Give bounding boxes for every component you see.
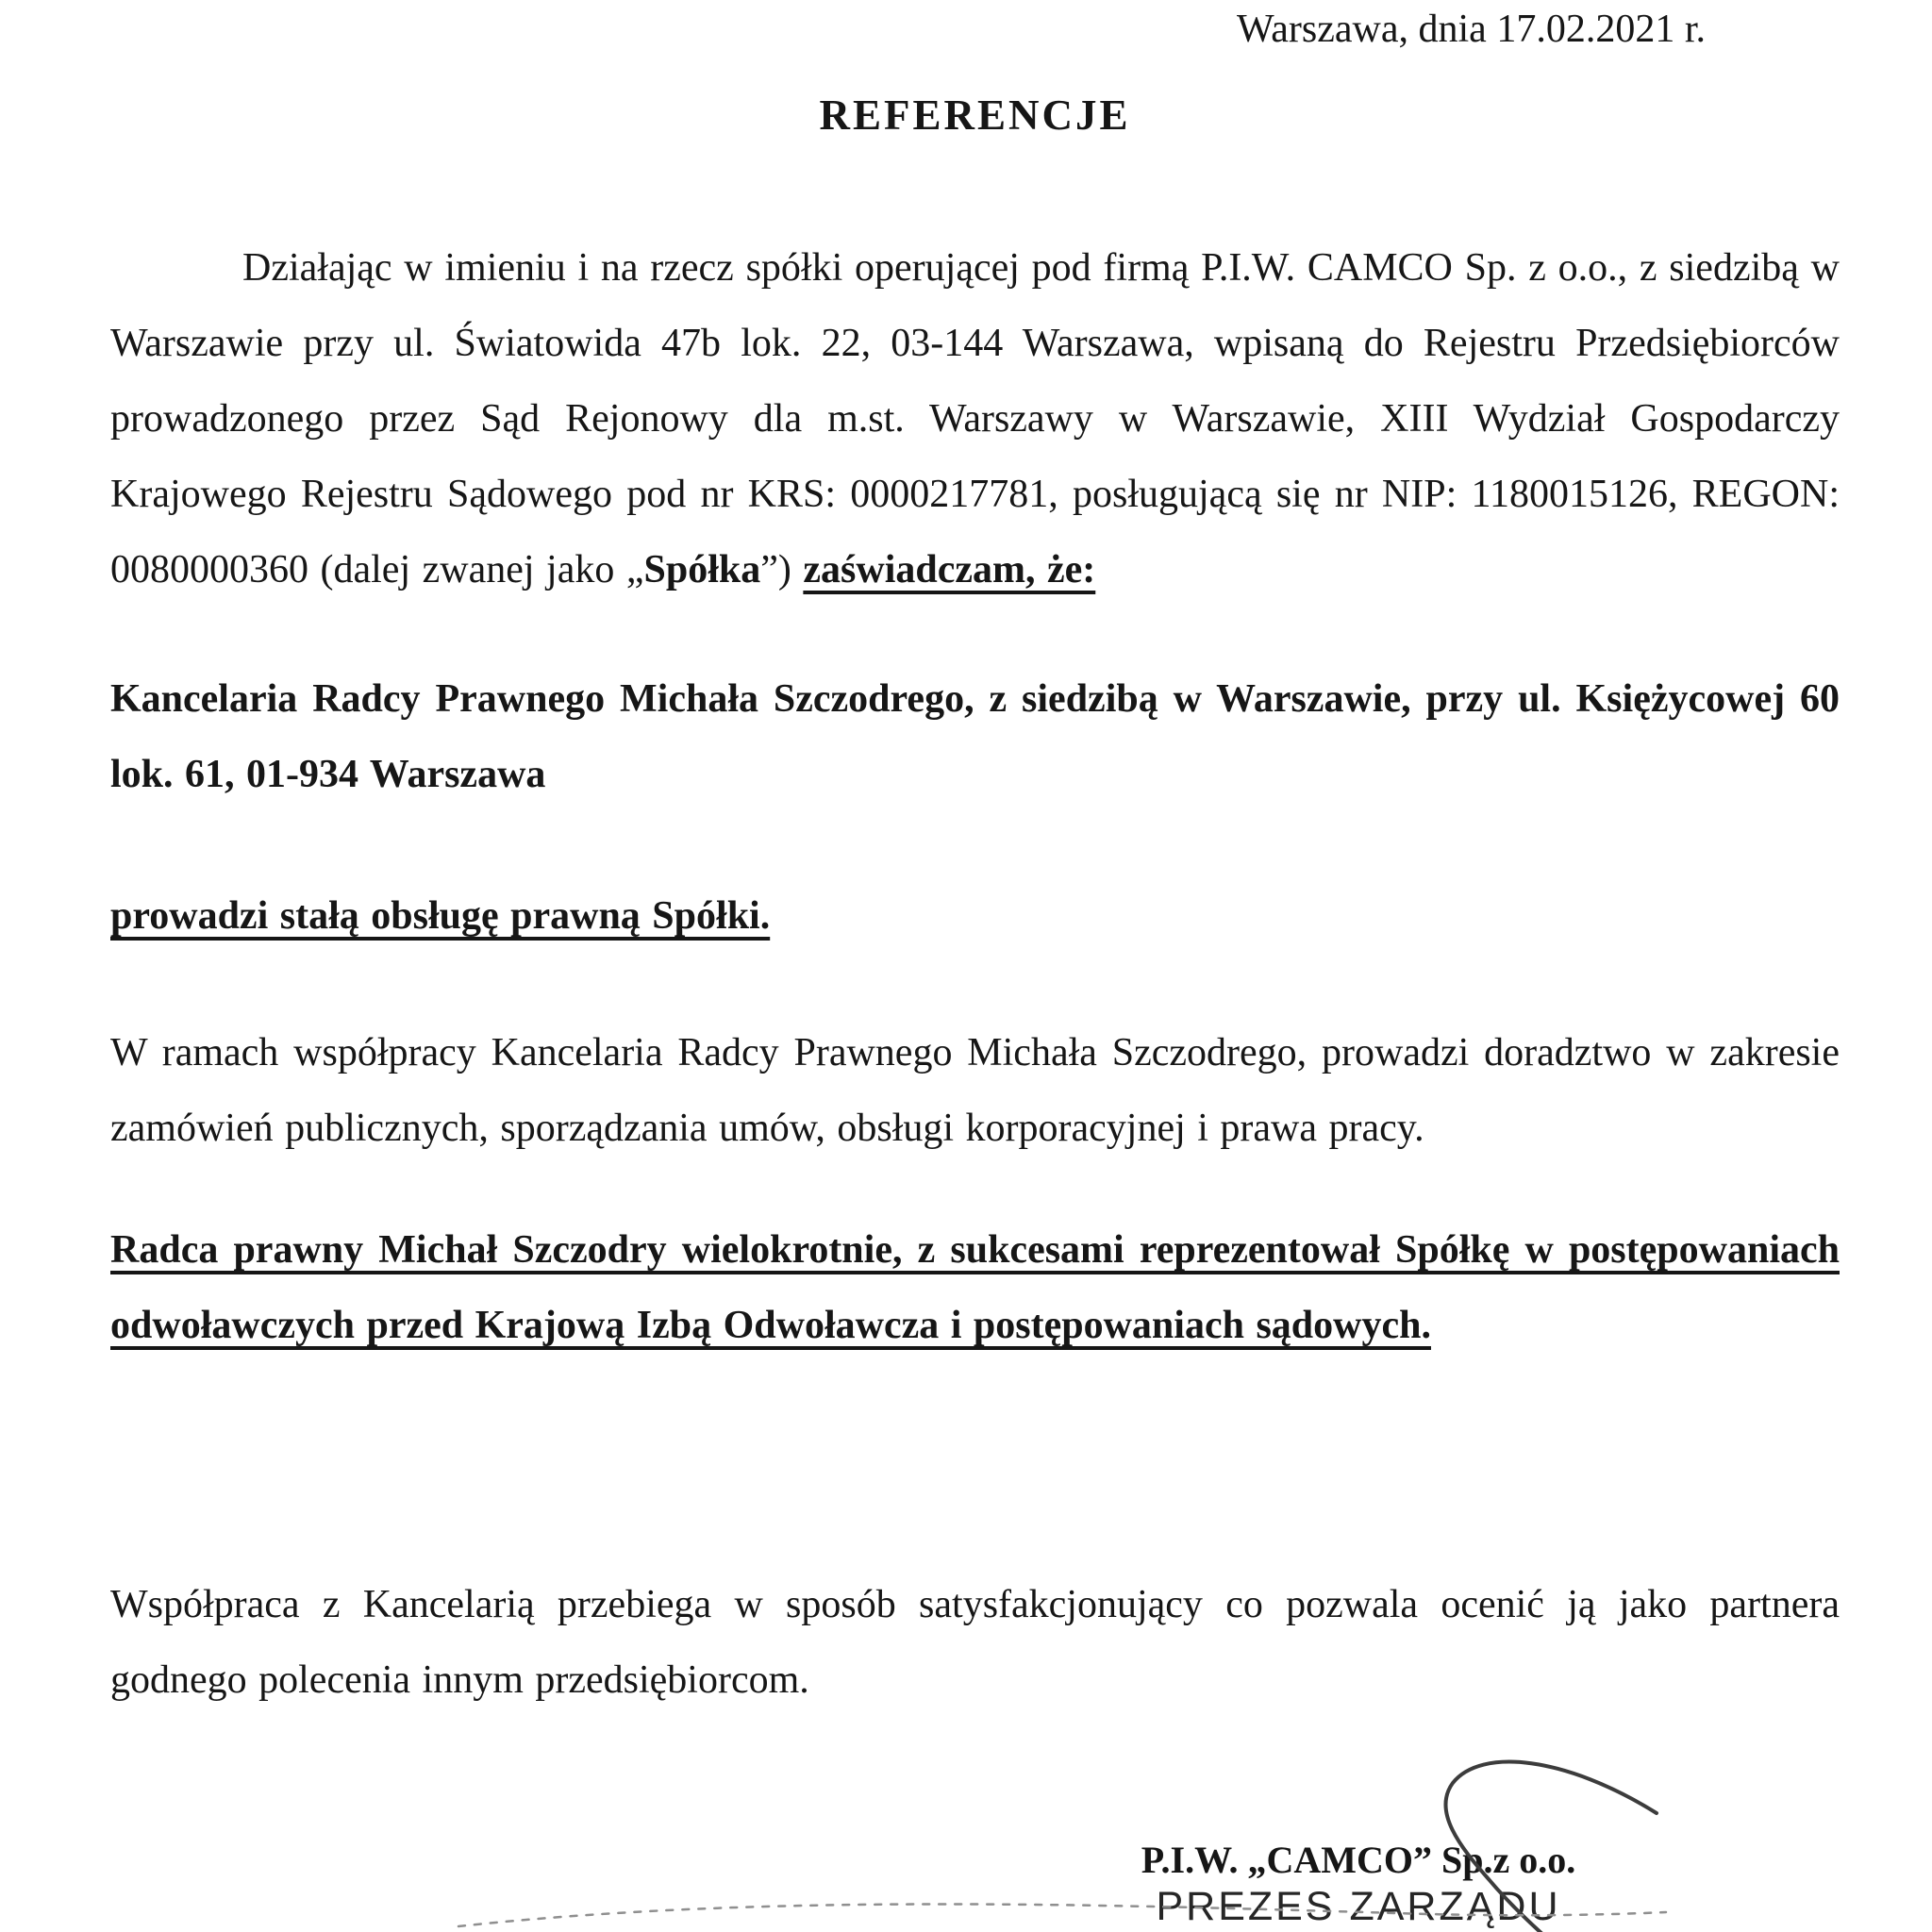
- paragraph-wramach: [110, 1015, 1840, 1166]
- signature-block: [1085, 1838, 1632, 1930]
- paragraph-radca: [110, 1212, 1840, 1363]
- signature-company: P.I.W. „CAMCO” Sp.z o.o.: [1141, 1839, 1576, 1881]
- text-segment: Spółka: [643, 548, 761, 591]
- text-segment: Radca prawny Michał Szczodry wielokrotnie, z sukcesami reprezentował Spółkę w postępowaniach odwoławczych przed Krajową Izbą Odwoławcza i postępowaniach sądowych.: [110, 1228, 1840, 1347]
- document-title: REFERENCJE: [819, 92, 1131, 139]
- text-segment: W ramach współpracy Kancelaria Radcy Prawnego Michała Szczodrego, prowadzi doradztwo w zakresie zamówień publicznych, sporządzania umów, obsługi korporacyjnej i prawa pracy.: [110, 1031, 1840, 1150]
- paragraph-wspolpraca: [110, 1567, 1840, 1718]
- text-segment: Kancelaria Radcy Prawnego Michała Szczodrego, z siedzibą w Warszawie, przy ul. Księżycowej 60 lok. 61, 01-934 Warszawa: [110, 677, 1840, 796]
- date-line: Warszawa, dnia 17.02.2021 r.: [1237, 8, 1706, 51]
- paragraph-kancelaria: [110, 661, 1840, 812]
- text-segment: zaświadczam, że:: [803, 548, 1096, 591]
- text-segment: Działając w imieniu i na rzecz spółki operującej pod firmą P.I.W. CAMCO Sp. z o.o., z siedzibą w Warszawie przy ul. Światowida 47b lok. 22, 03-144 Warszawa, wpisaną do Rejestru Przedsiębiorców prowadzonego przez Sąd Rejonowy dla m.st. Warszawy w Warszawie, XIII Wydział Gospodarczy Krajowego Rejestru Sądowego pod nr KRS: 0000217781, posługującą się nr NIP: 1180015126, REGON: 0080000360 (dalej zwanej jako „: [110, 246, 1840, 591]
- signature-role: PREZES ZARZĄDU: [1156, 1884, 1561, 1929]
- text-segment: ”): [760, 548, 804, 591]
- paragraph-prowadzi: [110, 878, 1840, 954]
- text-segment: Współpraca z Kancelarią przebiega w sposób satysfakcjonujący co pozwala ocenić ją jako partnera godnego polecenia innym przedsiębiorcom.: [110, 1583, 1840, 1702]
- paragraph-intro: [110, 230, 1840, 608]
- text-segment: prowadzi stałą obsługę prawną Spółki.: [110, 894, 771, 938]
